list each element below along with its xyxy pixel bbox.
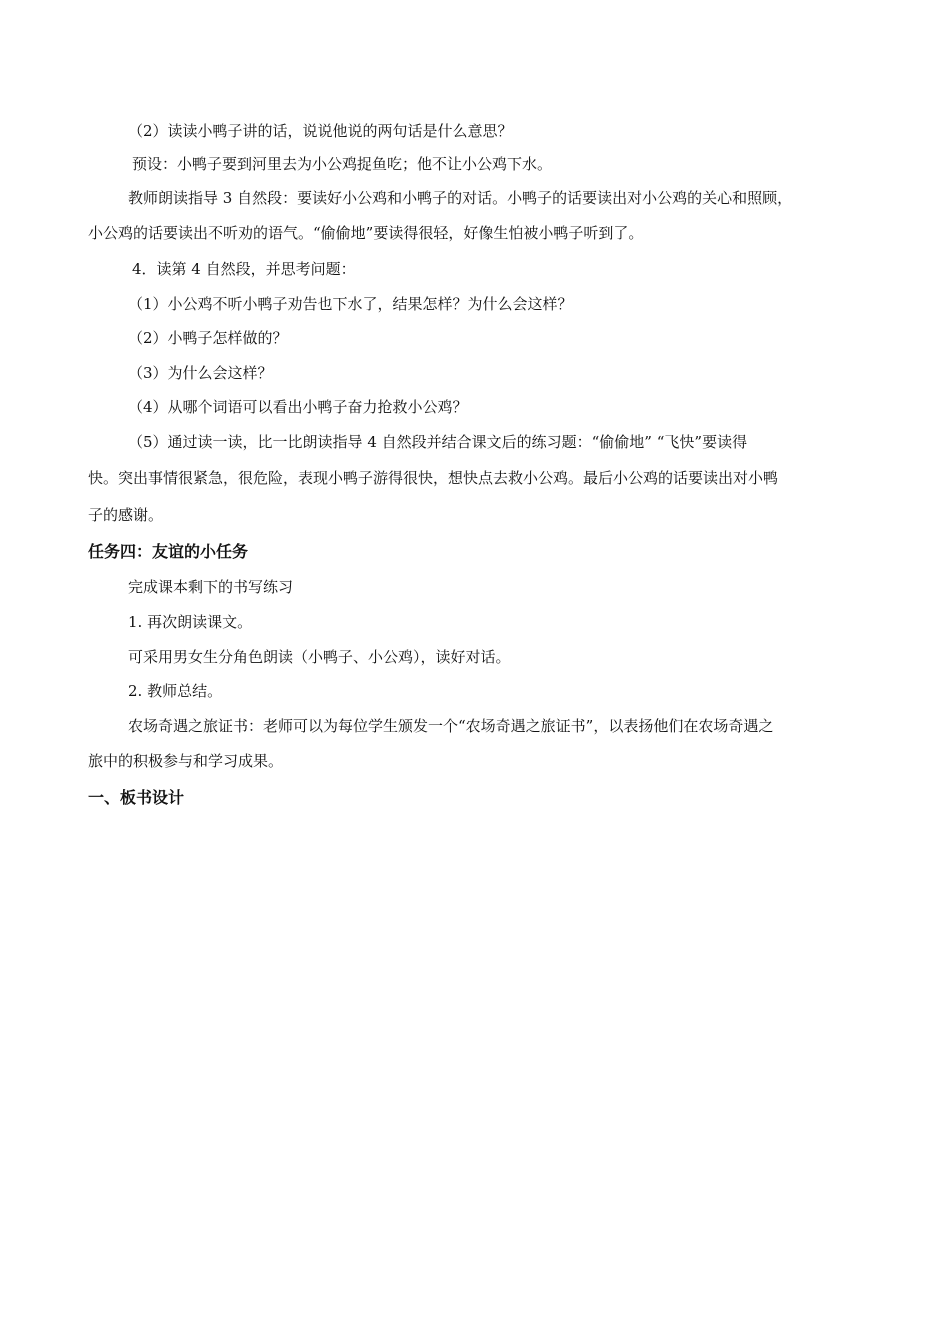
question-item: （3）为什么会这样？ — [128, 364, 273, 382]
section-heading-task4: 任务四：友谊的小任务 — [88, 542, 249, 561]
paragraph-line: 子的感谢。 — [88, 506, 164, 524]
paragraph-line: 农场奇遇之旅证书：老师可以为每位学生颁发一个“农场奇遇之旅证书”，以表扬他们在农场奇遇之 — [128, 717, 774, 735]
paragraph-line: 旅中的积极参与和学习成果。 — [88, 752, 284, 770]
paragraph-line: （2）读读小鸭子讲的话，说说他说的两句话是什么意思？ — [128, 122, 513, 140]
question-item: （2）小鸭子怎样做的？ — [128, 329, 288, 347]
question-item: （5）通过读一读，比一比朗读指导 4 自然段并结合课文后的练习题：“偷偷地” “飞快”要读得 — [128, 433, 748, 451]
section-heading-board-design: 一、板书设计 — [88, 788, 185, 807]
paragraph-line: 4．读第 4 自然段，并思考问题： — [132, 260, 356, 278]
paragraph-line: 小公鸡的话要读出不听劝的语气。“偷偷地”要读得很轻，好像生怕被小鸭子听到了。 — [88, 224, 644, 242]
paragraph-line: 快。突出事情很紧急，很危险，表现小鸭子游得很快，想快点去救小公鸡。最后小公鸡的话要读出对小鸭 — [88, 469, 779, 487]
list-item: 1. 再次朗读课文。 — [128, 613, 253, 631]
paragraph-line: 可采用男女生分角色朗读（小鸭子、小公鸡），读好对话。 — [128, 648, 511, 666]
question-item: （1）小公鸡不听小鸭子劝告也下水了，结果怎样？为什么会这样？ — [128, 295, 573, 313]
list-item: 2. 教师总结。 — [128, 682, 223, 700]
paragraph-line: 完成课本剩下的书写练习 — [128, 578, 294, 596]
question-item: （4）从哪个词语可以看出小鸭子奋力抢救小公鸡？ — [128, 398, 468, 416]
paragraph-line: 预设：小鸭子要到河里去为小公鸡捉鱼吃；他不让小公鸡下水。 — [132, 155, 553, 173]
paragraph-line: 教师朗读指导 3 自然段：要读好小公鸡和小鸭子的对话。小鸭子的话要读出对小公鸡的关心和照顾， — [128, 189, 793, 207]
